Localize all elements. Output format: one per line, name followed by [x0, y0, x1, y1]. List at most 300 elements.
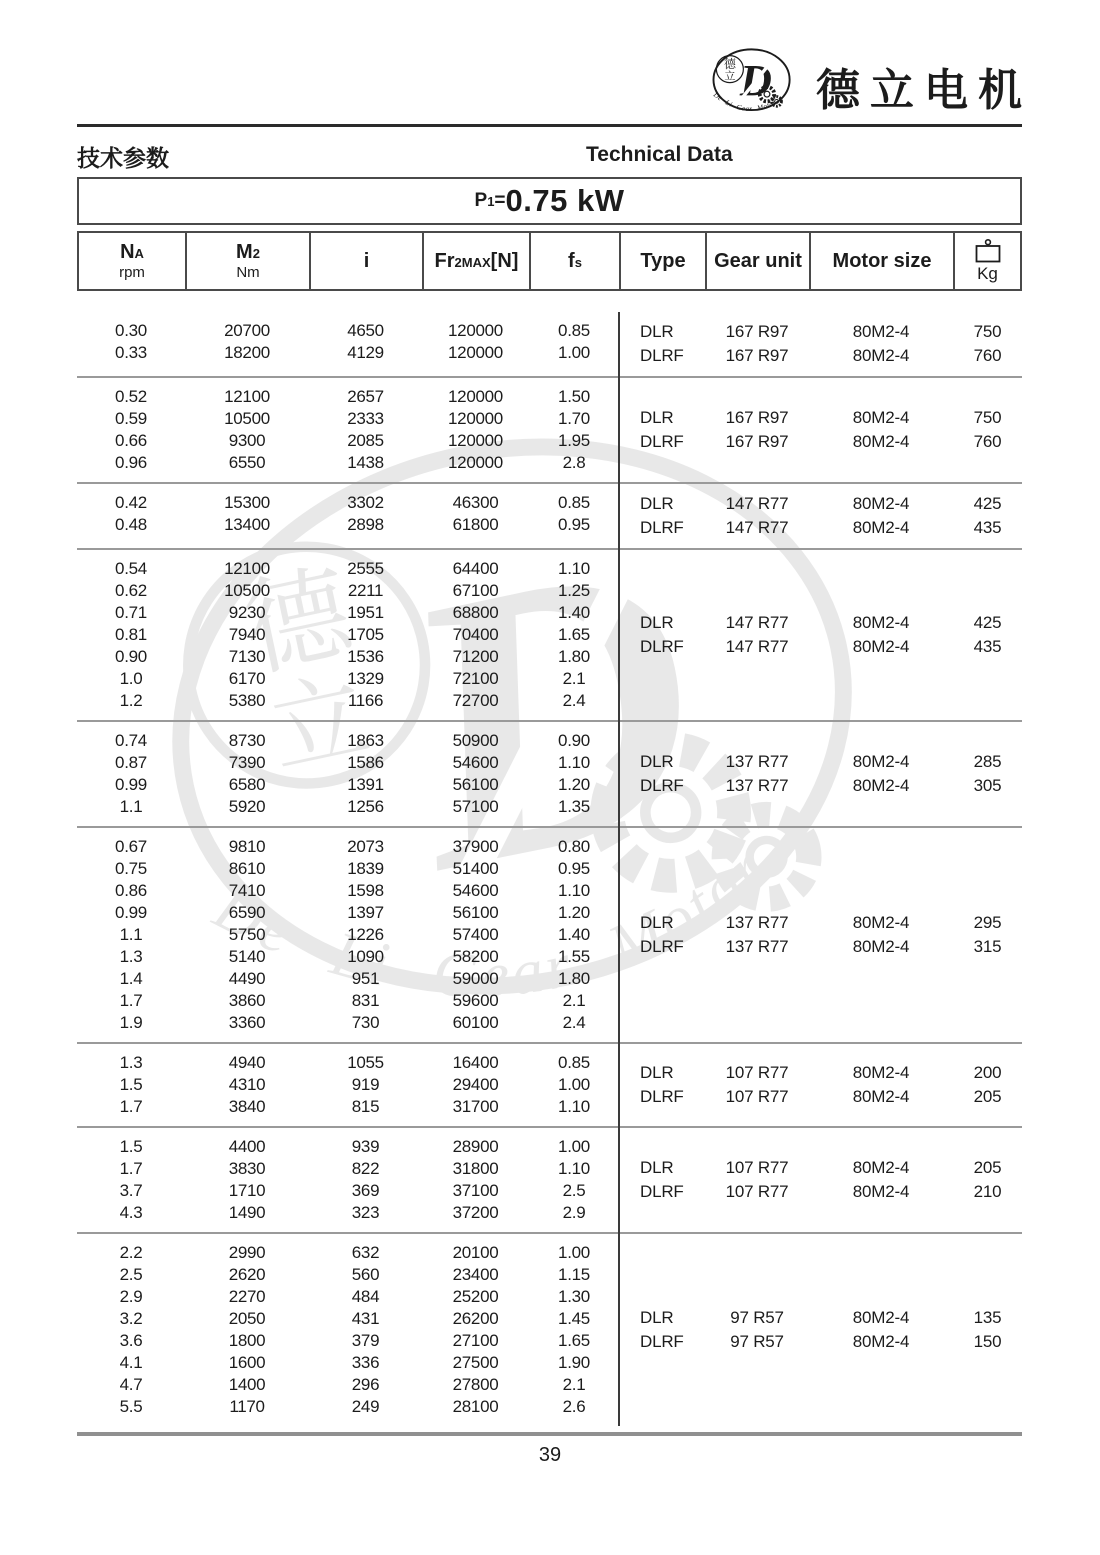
i-cell: 296 — [351, 1375, 380, 1394]
gear-unit-cell: 107 R77 — [725, 1182, 789, 1201]
weight-unit-label: Kg — [977, 263, 998, 283]
weight-cell: 200 — [973, 1063, 1002, 1082]
fr-cell: 46300 — [452, 493, 499, 512]
weight-cell: 425 — [973, 613, 1002, 632]
i-cell: 1329 — [347, 669, 384, 688]
type-cell: DLR — [640, 1158, 674, 1177]
i-cell: 1090 — [347, 947, 384, 966]
fr-cell: 120000 — [448, 453, 503, 472]
fr-cell: 72700 — [452, 691, 499, 710]
unit-info-row — [619, 516, 1022, 540]
fr-cell: 59600 — [452, 991, 499, 1010]
data-group — [77, 312, 1022, 378]
table-row — [77, 1180, 619, 1202]
motor-size-cell: 80M2-4 — [852, 1332, 910, 1351]
type-cell: DLRF — [640, 346, 684, 365]
type-cell: DLRF — [640, 776, 684, 795]
table-row — [77, 924, 619, 946]
weight-cell: 750 — [973, 408, 1002, 427]
na-cell: 0.99 — [115, 775, 147, 794]
fs-cell: 0.90 — [558, 731, 590, 750]
power-value: 0.75 kW — [505, 183, 625, 218]
motor-size-cell: 80M2-4 — [852, 613, 910, 632]
m2-cell: 13400 — [224, 515, 270, 534]
m2-cell: 3840 — [228, 1097, 266, 1116]
fr-cell: 27100 — [452, 1331, 499, 1350]
na-cell: 0.33 — [115, 343, 147, 362]
fr-cell: 70400 — [452, 625, 499, 644]
group-ratings — [77, 730, 619, 818]
fs-cell: 0.85 — [558, 321, 590, 340]
na-cell: 2.5 — [119, 1265, 143, 1284]
fr-cell: 51400 — [452, 859, 499, 878]
weight-cell: 435 — [973, 637, 1002, 656]
weight-cell: 760 — [973, 432, 1002, 451]
fs-cell: 1.25 — [558, 581, 590, 600]
m2-cell: 4310 — [228, 1075, 266, 1094]
type-cell: DLRF — [640, 637, 684, 656]
section-title-en: Technical Data — [586, 143, 733, 166]
gear-unit-cell: 137 R77 — [725, 913, 789, 932]
m2-cell: 6580 — [228, 775, 266, 794]
col-header-ratio: i — [311, 233, 424, 289]
col-header-na: NA rpm — [79, 233, 187, 289]
power-rating-box — [77, 177, 1022, 225]
weight-cell: 135 — [973, 1308, 1002, 1327]
m2-cell: 4400 — [228, 1137, 266, 1156]
fs-cell: 1.00 — [558, 1075, 590, 1094]
i-cell: 1055 — [347, 1053, 384, 1072]
gear-unit-cell: 137 R77 — [725, 776, 789, 795]
i-cell: 1438 — [347, 453, 384, 472]
fr-cell: 120000 — [448, 431, 503, 450]
m2-cell: 3830 — [228, 1159, 266, 1178]
fs-cell: 1.10 — [558, 1159, 590, 1178]
table-row — [77, 1202, 619, 1224]
table-row — [77, 558, 619, 580]
motor-size-cell: 80M2-4 — [852, 637, 910, 656]
table-row — [77, 796, 619, 818]
table-row — [77, 880, 619, 902]
fs-cell: 2.9 — [562, 1203, 586, 1222]
m2-cell: 12100 — [224, 387, 270, 406]
group-unit-info — [619, 386, 1022, 474]
table-row — [77, 386, 619, 408]
group-unit-info — [619, 320, 1022, 368]
table-row — [77, 1242, 619, 1264]
i-cell: 2555 — [347, 559, 384, 578]
fs-cell: 2.1 — [562, 669, 586, 688]
m2-cell: 10500 — [224, 581, 270, 600]
table-row — [77, 1136, 619, 1158]
na-cell: 1.5 — [119, 1075, 143, 1094]
fs-cell: 1.00 — [558, 1243, 590, 1262]
table-row — [77, 452, 619, 474]
fr-cell: 72100 — [452, 669, 499, 688]
gear-unit-cell: 137 R77 — [725, 752, 789, 771]
fr-cell: 61800 — [452, 515, 499, 534]
i-cell: 822 — [351, 1159, 380, 1178]
i-cell: 4650 — [347, 321, 384, 340]
col-header-fs: fs — [531, 233, 621, 289]
na-cell: 1.2 — [119, 691, 143, 710]
unit-info-row — [619, 635, 1022, 659]
motor-size-cell: 80M2-4 — [852, 518, 910, 537]
motor-size-cell: 80M2-4 — [852, 322, 910, 341]
table-row — [77, 624, 619, 646]
na-cell: 1.3 — [119, 1053, 143, 1072]
motor-size-cell: 80M2-4 — [852, 1158, 910, 1177]
na-cell: 0.81 — [115, 625, 147, 644]
fr-cell: 27800 — [452, 1375, 499, 1394]
weight-cell: 305 — [973, 776, 1002, 795]
group-unit-info — [619, 558, 1022, 712]
na-cell: 1.1 — [119, 797, 143, 816]
table-row — [77, 580, 619, 602]
na-cell: 0.42 — [115, 493, 147, 512]
m2-cell: 6550 — [228, 453, 266, 472]
gear-unit-cell: 107 R77 — [725, 1158, 789, 1177]
fs-cell: 0.85 — [558, 493, 590, 512]
fr-cell: 71200 — [452, 647, 499, 666]
data-group — [77, 550, 1022, 722]
na-cell: 3.7 — [119, 1181, 143, 1200]
m2-cell: 2990 — [228, 1243, 266, 1262]
na-cell: 1.3 — [119, 947, 143, 966]
unit-info-row — [619, 911, 1022, 935]
type-cell: DLR — [640, 494, 674, 513]
na-cell: 0.67 — [115, 837, 147, 856]
m2-cell: 5920 — [228, 797, 266, 816]
table-row — [77, 1396, 619, 1418]
na-cell: 0.75 — [115, 859, 147, 878]
na-cell: 0.62 — [115, 581, 147, 600]
i-cell: 3302 — [347, 493, 384, 512]
na-cell: 1.4 — [119, 969, 143, 988]
na-cell: 0.48 — [115, 515, 147, 534]
group-unit-info — [619, 492, 1022, 540]
table-row — [77, 836, 619, 858]
power-prefix: P1= — [474, 190, 506, 211]
fs-cell: 1.90 — [558, 1353, 590, 1372]
group-ratings — [77, 558, 619, 712]
group-ratings — [77, 492, 619, 540]
na-cell: 1.0 — [119, 669, 143, 688]
na-cell: 1.7 — [119, 1097, 143, 1116]
m2-cell: 5380 — [228, 691, 266, 710]
na-cell: 1.7 — [119, 1159, 143, 1178]
i-cell: 1536 — [347, 647, 384, 666]
na-cell: 0.90 — [115, 647, 147, 666]
na-cell: 0.52 — [115, 387, 147, 406]
col-header-motor-size: Motor size — [811, 233, 955, 289]
motor-size-cell: 80M2-4 — [852, 1182, 910, 1201]
table-row — [77, 514, 619, 536]
data-group — [77, 378, 1022, 484]
i-cell: 1397 — [347, 903, 384, 922]
fs-cell: 2.4 — [562, 1013, 586, 1032]
table-row — [77, 1330, 619, 1352]
fs-cell: 2.8 — [562, 453, 586, 472]
i-cell: 484 — [351, 1287, 380, 1306]
fs-cell: 0.95 — [558, 859, 590, 878]
unit-info-row — [619, 611, 1022, 635]
brand-logo — [700, 44, 806, 127]
fr-cell: 120000 — [448, 387, 503, 406]
motor-size-cell: 80M2-4 — [852, 937, 910, 956]
na-cell: 3.6 — [119, 1331, 143, 1350]
gear-unit-cell: 167 R97 — [725, 346, 789, 365]
unit-info-row — [619, 750, 1022, 774]
group-unit-info — [619, 1242, 1022, 1418]
i-cell: 431 — [351, 1309, 380, 1328]
weight-cell: 750 — [973, 322, 1002, 341]
i-cell: 815 — [351, 1097, 380, 1116]
i-cell: 4129 — [347, 343, 384, 362]
col-header-gear-unit: Gear unit — [707, 233, 811, 289]
na-cell: 0.59 — [115, 409, 147, 428]
m2-cell: 1600 — [228, 1353, 266, 1372]
m2-cell: 3860 — [228, 991, 266, 1010]
na-cell: 0.71 — [115, 603, 147, 622]
m2-cell: 4940 — [228, 1053, 266, 1072]
fs-cell: 1.80 — [558, 647, 590, 666]
m2-cell: 1170 — [229, 1397, 265, 1416]
m2-cell: 15300 — [224, 493, 270, 512]
gear-unit-cell: 97 R57 — [730, 1332, 784, 1351]
fs-cell: 1.40 — [558, 603, 590, 622]
m2-cell: 7130 — [228, 647, 266, 666]
fr-cell: 28900 — [452, 1137, 499, 1156]
fs-cell: 1.10 — [558, 753, 590, 772]
i-cell: 379 — [351, 1331, 380, 1350]
motor-size-cell: 80M2-4 — [852, 494, 910, 513]
fr-cell: 26200 — [452, 1309, 499, 1328]
type-cell: DLRF — [640, 1182, 684, 1201]
group-ratings — [77, 836, 619, 1034]
table-row — [77, 1074, 619, 1096]
table-row — [77, 1052, 619, 1074]
table-row — [77, 990, 619, 1012]
gear-unit-cell: 107 R77 — [725, 1063, 789, 1082]
type-cell: DLRF — [640, 1087, 684, 1106]
m2-cell: 5140 — [228, 947, 266, 966]
weight-cell: 315 — [973, 937, 1002, 956]
na-cell: 4.1 — [119, 1353, 143, 1372]
fs-cell: 1.20 — [558, 903, 590, 922]
i-cell: 632 — [351, 1243, 380, 1262]
fr-cell: 67100 — [452, 581, 499, 600]
group-unit-info — [619, 1052, 1022, 1118]
fs-cell: 2.1 — [562, 1375, 586, 1394]
weight-cell: 760 — [973, 346, 1002, 365]
fs-cell: 1.95 — [558, 431, 590, 450]
table-row — [77, 492, 619, 514]
na-cell: 0.87 — [115, 753, 147, 772]
type-cell: DLR — [640, 322, 674, 341]
m2-cell: 1710 — [228, 1181, 266, 1200]
i-cell: 730 — [351, 1013, 380, 1032]
m2-cell: 7390 — [228, 753, 266, 772]
m2-cell: 12100 — [224, 559, 270, 578]
fs-cell: 1.80 — [558, 969, 590, 988]
fr-cell: 54600 — [452, 753, 499, 772]
fs-cell: 1.30 — [558, 1287, 590, 1306]
m2-cell: 2270 — [228, 1287, 266, 1306]
i-cell: 1256 — [347, 797, 384, 816]
table-row — [77, 1264, 619, 1286]
fs-cell: 1.65 — [558, 1331, 590, 1350]
fs-cell: 0.80 — [558, 837, 590, 856]
table-row — [77, 946, 619, 968]
i-cell: 2657 — [347, 387, 384, 406]
weight-cell: 295 — [973, 913, 1002, 932]
weight-cell: 285 — [973, 752, 1002, 771]
gear-unit-cell: 107 R77 — [725, 1087, 789, 1106]
type-cell: DLRF — [640, 937, 684, 956]
na-cell: 1.9 — [119, 1013, 143, 1032]
table-row — [77, 774, 619, 796]
table-header — [77, 231, 1022, 291]
col-header-m2: M2 Nm — [187, 233, 311, 289]
fr-cell: 16400 — [452, 1053, 499, 1072]
col-header-fr2max: Fr2MAX[N] — [424, 233, 531, 289]
table-row — [77, 1012, 619, 1034]
motor-size-cell: 80M2-4 — [852, 1087, 910, 1106]
fs-cell: 1.65 — [558, 625, 590, 644]
table-row — [77, 1308, 619, 1330]
fr-cell: 31800 — [452, 1159, 499, 1178]
fs-cell: 2.5 — [562, 1181, 586, 1200]
m2-cell: 8730 — [228, 731, 266, 750]
m2-cell: 9230 — [228, 603, 266, 622]
i-cell: 2085 — [347, 431, 384, 450]
weight-cell: 205 — [973, 1158, 1002, 1177]
table-row — [77, 602, 619, 624]
type-cell: DLRF — [640, 432, 684, 451]
motor-size-cell: 80M2-4 — [852, 913, 910, 932]
gear-unit-cell: 97 R57 — [730, 1308, 784, 1327]
i-cell: 2898 — [347, 515, 384, 534]
fs-cell: 1.40 — [558, 925, 590, 944]
fs-cell: 2.4 — [562, 691, 586, 710]
na-cell: 1.7 — [119, 991, 143, 1010]
footer-rule — [77, 1432, 1022, 1436]
gear-unit-cell: 167 R97 — [725, 408, 789, 427]
unit-info-row — [619, 1156, 1022, 1180]
group-unit-info — [619, 1136, 1022, 1224]
unit-info-row — [619, 430, 1022, 454]
i-cell: 2211 — [347, 581, 384, 600]
col-header-weight — [955, 233, 1020, 289]
fr-cell: 58200 — [452, 947, 499, 966]
m2-cell: 6170 — [228, 669, 266, 688]
fr-cell: 120000 — [448, 409, 503, 428]
m2-cell: 4490 — [228, 969, 266, 988]
table-row — [77, 646, 619, 668]
type-cell: DLR — [640, 1063, 674, 1082]
data-group — [77, 722, 1022, 828]
i-cell: 249 — [351, 1397, 380, 1416]
na-cell: 1.5 — [119, 1137, 143, 1156]
na-cell: 4.3 — [119, 1203, 143, 1222]
table-row — [77, 1286, 619, 1308]
fr-cell: 120000 — [448, 321, 503, 340]
fs-cell: 0.85 — [558, 1053, 590, 1072]
na-cell: 0.30 — [115, 321, 147, 340]
m2-cell: 18200 — [224, 343, 270, 362]
weight-cell: 210 — [973, 1182, 1002, 1201]
type-cell: DLRF — [640, 518, 684, 537]
fs-cell: 1.50 — [558, 387, 590, 406]
fr-cell: 54600 — [452, 881, 499, 900]
i-cell: 1598 — [347, 881, 384, 900]
table-row — [77, 752, 619, 774]
fr-cell: 64400 — [452, 559, 499, 578]
fs-cell: 1.20 — [558, 775, 590, 794]
fr-cell: 27500 — [452, 1353, 499, 1372]
weight-cell: 205 — [973, 1087, 1002, 1106]
weight-cell: 435 — [973, 518, 1002, 537]
i-cell: 1705 — [347, 625, 384, 644]
header-rule — [77, 124, 1022, 127]
fs-cell: 1.45 — [558, 1309, 590, 1328]
type-cell: DLR — [640, 1308, 674, 1327]
table-row — [77, 430, 619, 452]
table-row — [77, 730, 619, 752]
fs-cell: 1.35 — [558, 797, 590, 816]
page-number: 39 — [538, 1444, 562, 1466]
i-cell: 1391 — [347, 775, 384, 794]
na-cell: 0.86 — [115, 881, 147, 900]
motor-size-cell: 80M2-4 — [852, 432, 910, 451]
m2-cell: 1400 — [228, 1375, 266, 1394]
m2-cell: 1490 — [228, 1203, 266, 1222]
group-ratings — [77, 1052, 619, 1118]
table-row — [77, 342, 619, 364]
data-group — [77, 1234, 1022, 1426]
m2-cell: 7940 — [228, 625, 266, 644]
gear-unit-cell: 147 R77 — [725, 494, 789, 513]
i-cell: 2073 — [347, 837, 384, 856]
unit-info-row — [619, 1306, 1022, 1330]
fs-cell: 1.00 — [558, 343, 590, 362]
table-row — [77, 1096, 619, 1118]
gear-unit-cell: 167 R97 — [725, 322, 789, 341]
fr-cell: 59000 — [452, 969, 499, 988]
unit-info-row — [619, 774, 1022, 798]
fr-cell: 68800 — [452, 603, 499, 622]
fs-cell: 1.10 — [558, 559, 590, 578]
i-cell: 1226 — [347, 925, 384, 944]
weight-cell: 425 — [973, 494, 1002, 513]
data-group — [77, 1128, 1022, 1234]
i-cell: 323 — [351, 1203, 380, 1222]
i-cell: 951 — [351, 969, 380, 988]
m2-cell: 1800 — [228, 1331, 266, 1350]
fr-cell: 37900 — [452, 837, 499, 856]
fs-cell: 1.70 — [558, 409, 590, 428]
unit-info-row — [619, 1330, 1022, 1354]
table-row — [77, 408, 619, 430]
table-row — [77, 1158, 619, 1180]
fr-cell: 56100 — [452, 775, 499, 794]
fs-cell: 1.55 — [558, 947, 590, 966]
gear-unit-cell: 147 R77 — [725, 613, 789, 632]
fr-cell: 120000 — [448, 343, 503, 362]
m2-cell: 2050 — [228, 1309, 266, 1328]
motor-size-cell: 80M2-4 — [852, 1063, 910, 1082]
